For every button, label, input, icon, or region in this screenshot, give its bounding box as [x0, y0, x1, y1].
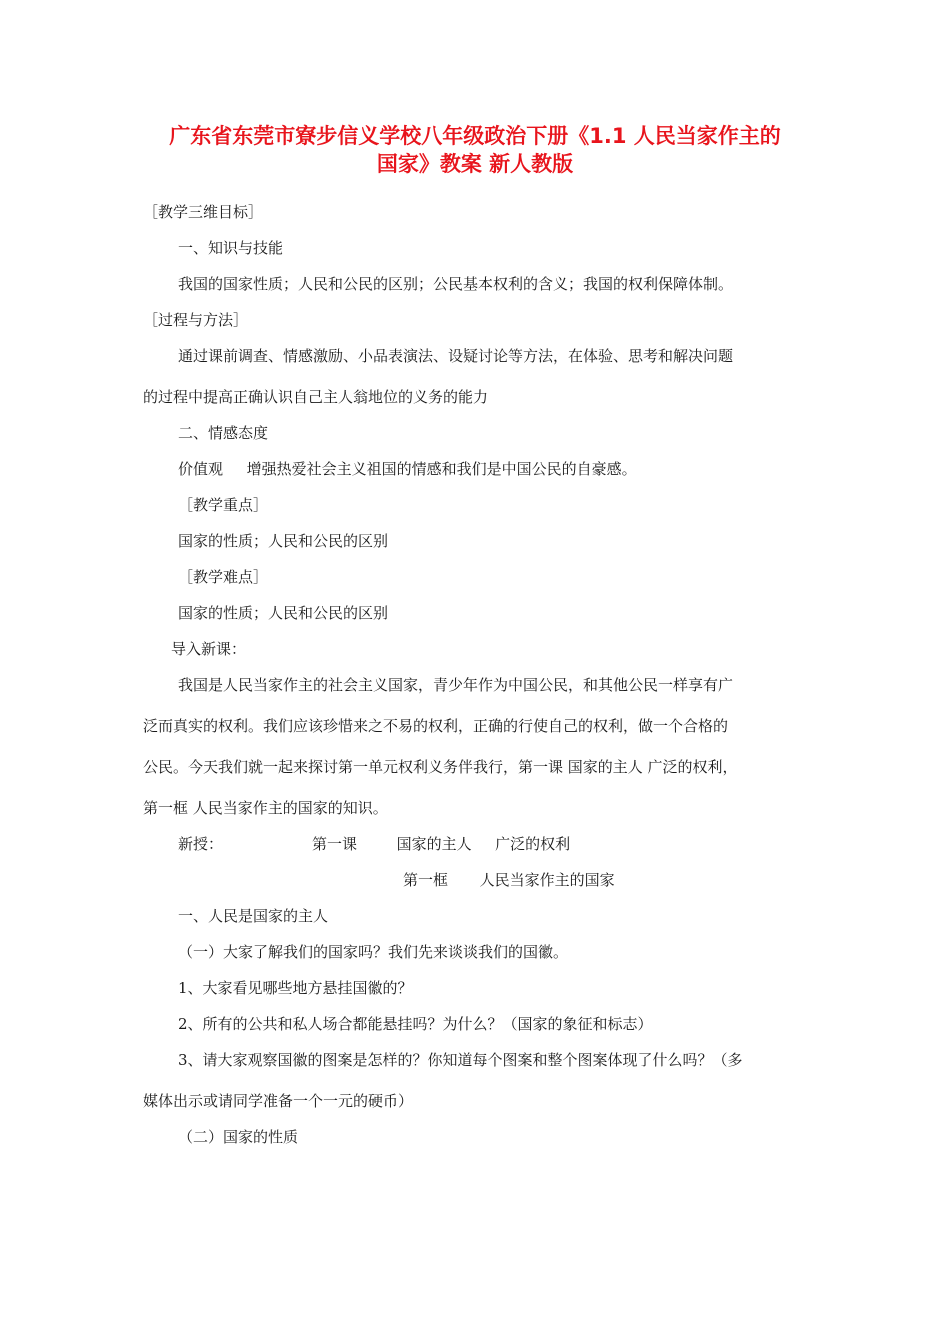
key-point-text: 国家的性质；人民和公民的区别: [178, 532, 389, 550]
emotion-heading: 二、情感态度: [178, 424, 269, 442]
values-line: [178, 459, 637, 479]
frame-title-part-1: 第一框: [403, 871, 449, 889]
intro-heading: 导入新课：: [171, 640, 247, 658]
knowledge-skill-heading: 一、知识与技能: [178, 239, 284, 257]
intro-text-1: 我国是人民当家作主的社会主义国家，青少年作为中国公民，和其他公民一样享有广: [178, 676, 734, 694]
title-line-2: 国家》教案 新人教版: [376, 152, 574, 176]
difficulty-text: 国家的性质；人民和公民的区别: [178, 604, 389, 622]
process-method-text-2: 的过程中提高正确认识自己主人翁地位的义务的能力: [143, 388, 489, 406]
lesson-title: [312, 834, 570, 854]
intro-text-2: 泛而真实的权利。我们应该珍惜来之不易的权利，正确的行使自己的权利，做一个合格的: [143, 717, 729, 735]
knowledge-skill-text: 我国的国家性质；人民和公民的区别；公民基本权利的含义；我国的权利保障体制。: [178, 275, 734, 293]
question-2: 2、所有的公共和私人场合都能悬挂吗？为什么？（国家的象征和标志）: [178, 1015, 653, 1033]
lesson-title-part-3: 广泛的权利: [495, 835, 571, 853]
lesson-title-part-1: 第一课: [312, 835, 358, 853]
objectives-header: ［教学三维目标］: [143, 203, 264, 221]
subsection-one: （一）大家了解我们的国家吗？我们先来谈谈我们的国徽。: [178, 943, 569, 961]
process-method-text-1: 通过课前调查、情感激励、小品表演法、设疑讨论等方法，在体验、思考和解决问题: [178, 347, 734, 365]
intro-text-4: 第一框 人民当家作主的国家的知识。: [143, 799, 388, 817]
question-3-line-1: 3、请大家观察国徽的图案是怎样的？你知道每个图案和整个图案体现了什么吗？（多: [178, 1051, 743, 1069]
process-method-header: ［过程与方法］: [143, 311, 249, 329]
section-one-heading: 一、人民是国家的主人: [178, 907, 329, 925]
key-point-header: ［教学重点］: [178, 496, 269, 514]
lesson-title-part-2: 国家的主人: [396, 835, 472, 853]
frame-title: [403, 870, 615, 890]
title-line-1: 广东省东莞市寮步信义学校八年级政治下册《1.1 人民当家作主的: [169, 124, 781, 148]
values-text: 增强热爱社会主义祖国的情感和我们是中国公民的自豪感。: [246, 460, 637, 478]
difficulty-header: ［教学难点］: [178, 568, 269, 586]
frame-title-part-2: 人民当家作主的国家: [479, 871, 615, 889]
subsection-two: （二）国家的性质: [178, 1128, 299, 1146]
question-1: 1、大家看见哪些地方悬挂国徽的？: [178, 979, 413, 997]
intro-text-3: 公民。今天我们就一起来探讨第一单元权利义务伴我行，第一课 国家的主人 广泛的权利，: [143, 758, 738, 776]
values-label: 价值观: [178, 460, 224, 478]
new-lesson-label: 新授：: [178, 835, 224, 853]
question-3-line-2: 媒体出示或请同学准备一个一元的硬币）: [143, 1092, 414, 1110]
